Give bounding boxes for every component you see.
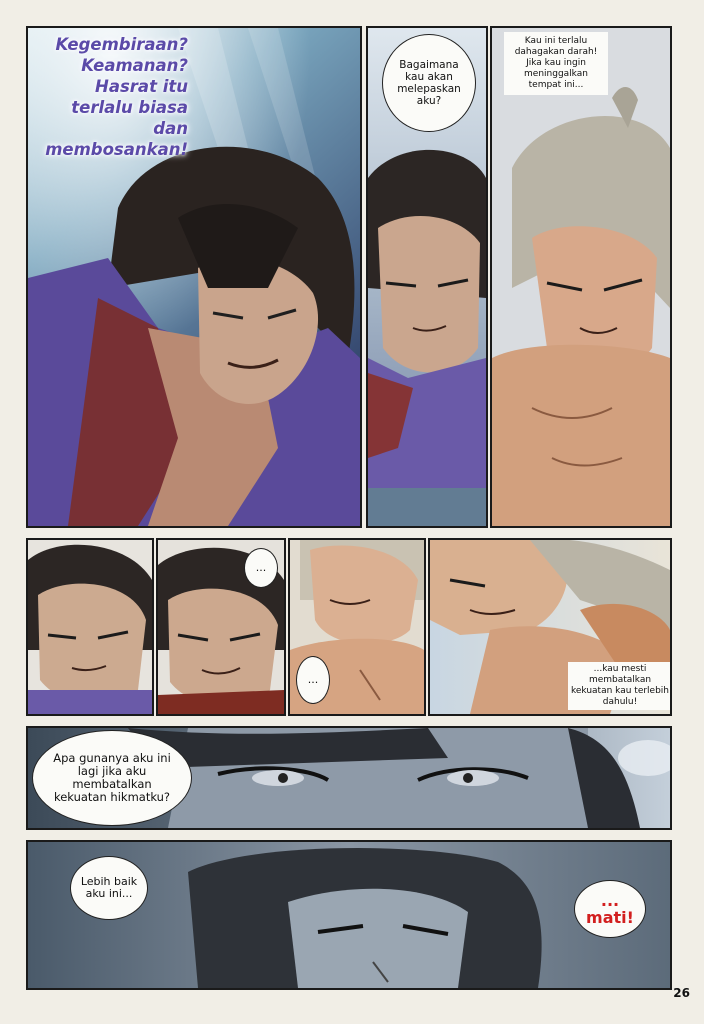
panel-3-art <box>492 28 670 526</box>
panel-1 <box>26 26 362 528</box>
panel-2 <box>366 26 488 528</box>
narration-caption: Kegembiraan? Keamanan? Hasrat itu terlalu biasa dan membosankan! <box>45 35 188 159</box>
panel-7 <box>428 538 672 716</box>
shout-bubble: ... mati! <box>574 880 646 938</box>
panel-5 <box>156 538 286 716</box>
panel-4 <box>26 538 154 716</box>
panel-6 <box>288 538 426 716</box>
speech-bubble: ... <box>244 548 278 588</box>
page-number: 26 <box>673 986 690 1000</box>
panel-3 <box>490 26 672 528</box>
panel-8 <box>26 726 672 830</box>
panel-4-art <box>28 540 152 714</box>
speech-bubble: Bagaimana kau akan melepaskan aku? <box>382 34 476 132</box>
speech-bubble-rough: Kau ini terlalu dahagakan darah! Jika kau ingin meninggalkan tempat ini... <box>504 32 608 95</box>
speech-bubble-rough: ...kau mesti membatalkan kekuatan kau terlebih dahulu! <box>568 662 672 710</box>
speech-bubble: Apa gunanya aku ini lagi jika aku membatalkan kekuatan hikmatku? <box>32 730 192 826</box>
speech-bubble: Lebih baik aku ini... <box>70 856 148 920</box>
speech-bubble: ... <box>296 656 330 704</box>
panel-9 <box>26 840 672 990</box>
